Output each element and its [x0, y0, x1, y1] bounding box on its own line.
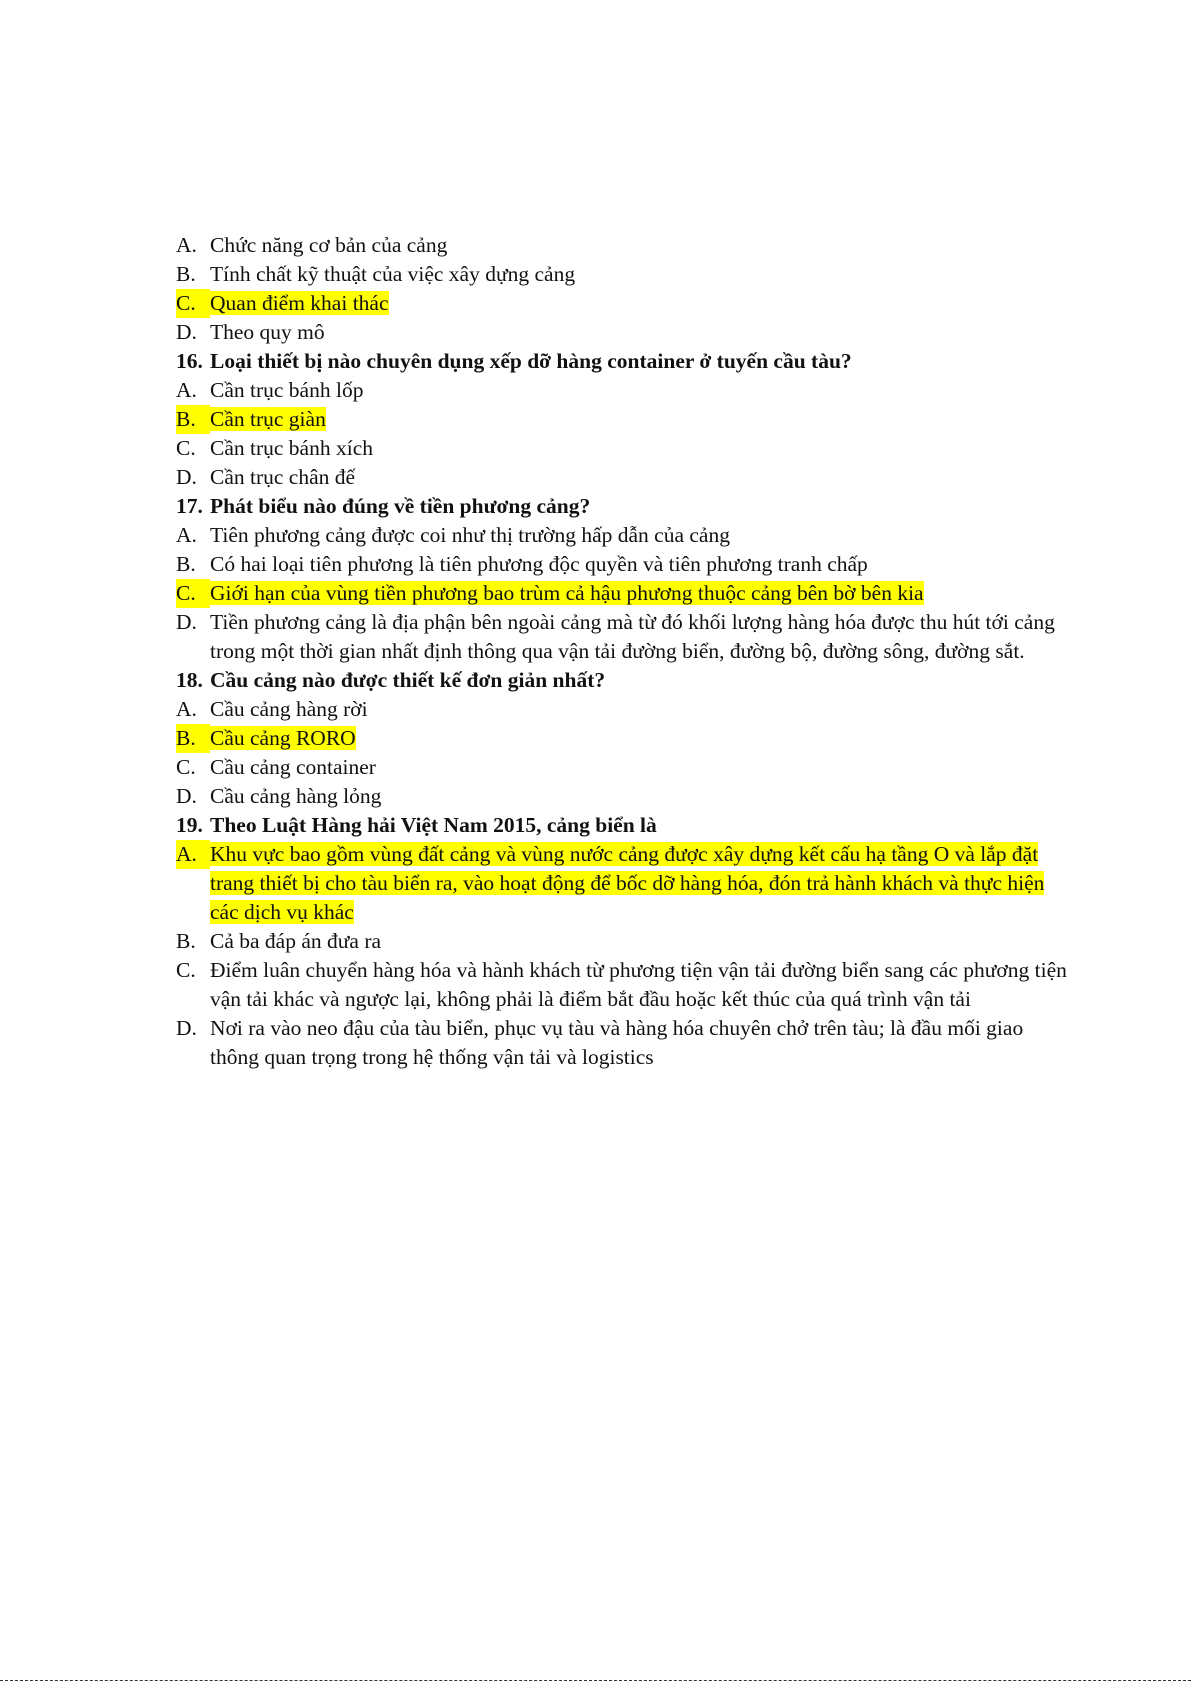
option-letter: D. [176, 1016, 197, 1040]
option-text-block [210, 695, 1076, 724]
question-text-block [210, 347, 1076, 376]
answer-option [176, 463, 1076, 492]
answer-option [176, 608, 1076, 666]
option-letter: C. [176, 289, 210, 318]
option-text-block [210, 927, 1076, 956]
option-text-block [210, 840, 1076, 927]
option-letter: A. [176, 378, 197, 402]
question-text: Cầu cảng nào được thiết kế đơn giản nhất? [210, 668, 606, 692]
option-text: Cần trục bánh lốp [210, 378, 364, 402]
option-text-block [210, 1014, 1076, 1072]
option-text: Cầu cảng RORO [210, 726, 356, 750]
question-number: 17. [176, 494, 203, 518]
answer-option [176, 260, 1076, 289]
option-text-block [210, 318, 1076, 347]
answer-option-highlighted [176, 289, 1076, 318]
option-text-block [210, 289, 1076, 318]
option-text: Cần trục bánh xích [210, 436, 373, 460]
option-text: Theo quy mô [210, 320, 325, 344]
option-text: Giới hạn của vùng tiền phương bao trùm cả hậu phương thuộc cảng bên bờ bên kia [210, 581, 924, 605]
question-text: Loại thiết bị nào chuyên dụng xếp dỡ hàng container ở tuyến cầu tàu? [210, 349, 852, 373]
page-bottom-rule [0, 1680, 1191, 1682]
answer-option [176, 231, 1076, 260]
option-letter: C. [176, 436, 196, 460]
question-text-block [210, 666, 1076, 695]
option-text: Có hai loại tiên phương là tiên phương độc quyền và tiên phương tranh chấp [210, 552, 868, 576]
option-text: Cầu cảng hàng rời [210, 697, 368, 721]
option-text-block [210, 956, 1076, 1014]
option-text-block [210, 550, 1076, 579]
option-text-block [210, 579, 1076, 608]
option-text-block [210, 782, 1076, 811]
question-text-block [210, 492, 1076, 521]
answer-option [176, 695, 1076, 724]
option-text: Khu vực bao gồm vùng đất cảng và vùng nước cảng được xây dựng kết cấu hạ tầng O và lắp đặt trang thiết bị cho tàu biển ra, vào hoạt động để bốc dỡ hàng hóa, đón trả hành khách và thực hiện các dịch vụ khác [210, 842, 1045, 924]
option-letter: D. [176, 465, 197, 489]
option-text-block [210, 376, 1076, 405]
question-list [176, 231, 1076, 1072]
option-letter: A. [176, 840, 210, 869]
option-text-block [210, 608, 1076, 666]
answer-option-highlighted [176, 724, 1076, 753]
option-letter: C. [176, 579, 210, 608]
option-letter: C. [176, 958, 196, 982]
answer-option [176, 782, 1076, 811]
option-text: Cả ba đáp án đưa ra [210, 929, 382, 953]
answer-option-highlighted [176, 405, 1076, 434]
question-number: 18. [176, 668, 203, 692]
question-text: Theo Luật Hàng hải Việt Nam 2015, cảng biển là [210, 813, 657, 837]
question-heading [176, 492, 1076, 521]
option-text: Cầu cảng hàng lỏng [210, 784, 382, 808]
option-letter: A. [176, 523, 197, 547]
option-text: Nơi ra vào neo đậu của tàu biển, phục vụ tàu và hàng hóa chuyên chở trên tàu; là đầu mối giao thông quan trọng trong hệ thống vận tải và logistics [210, 1016, 1024, 1069]
answer-option [176, 434, 1076, 463]
option-text-block [210, 260, 1076, 289]
option-text-block [210, 753, 1076, 782]
option-text: Cầu cảng container [210, 755, 376, 779]
option-text-block [210, 231, 1076, 260]
answer-option [176, 376, 1076, 405]
option-text-block [210, 405, 1076, 434]
option-letter: B. [176, 405, 210, 434]
option-text: Cần trục chân đế [210, 465, 356, 489]
option-text: Chức năng cơ bản của cảng [210, 233, 448, 257]
option-letter: D. [176, 784, 197, 808]
question-text-block [210, 811, 1076, 840]
option-text-block [210, 463, 1076, 492]
answer-option [176, 956, 1076, 1014]
option-letter: B. [176, 929, 196, 953]
option-text-block [210, 724, 1076, 753]
option-text: Quan điểm khai thác [210, 291, 389, 315]
question-text: Phát biểu nào đúng về tiền phương cảng? [210, 494, 591, 518]
answer-option-highlighted [176, 840, 1076, 927]
answer-option [176, 521, 1076, 550]
option-text: Tiền phương cảng là địa phận bên ngoài cảng mà từ đó khối lượng hàng hóa được thu hút tới cảng trong một thời gian nhất định thông qua vận tải đường biển, đường bộ, đường sông, đường sắt. [210, 610, 1055, 663]
option-text: Điểm luân chuyển hàng hóa và hành khách từ phương tiện vận tải đường biển sang các phương tiện vận tải khác và ngược lại, không phải là điểm bắt đầu hoặc kết thúc của quá trình vận tải [210, 958, 1067, 1011]
option-letter: A. [176, 233, 197, 257]
question-heading [176, 811, 1076, 840]
option-text: Tiên phương cảng được coi như thị trường hấp dẫn của cảng [210, 523, 730, 547]
option-letter: C. [176, 755, 196, 779]
option-text-block [210, 434, 1076, 463]
option-letter: B. [176, 262, 196, 286]
answer-option [176, 550, 1076, 579]
option-letter: D. [176, 320, 197, 344]
option-letter: A. [176, 697, 197, 721]
option-text: Tính chất kỹ thuật của việc xây dựng cảng [210, 262, 576, 286]
question-number: 16. [176, 349, 203, 373]
option-letter: B. [176, 724, 210, 753]
option-letter: D. [176, 610, 197, 634]
option-text: Cần trục giàn [210, 407, 326, 431]
answer-option [176, 318, 1076, 347]
answer-option-highlighted [176, 579, 1076, 608]
answer-option [176, 753, 1076, 782]
answer-option [176, 1014, 1076, 1072]
question-number: 19. [176, 813, 203, 837]
question-heading [176, 666, 1076, 695]
answer-option [176, 927, 1076, 956]
option-letter: B. [176, 552, 196, 576]
option-text-block [210, 521, 1076, 550]
question-heading [176, 347, 1076, 376]
